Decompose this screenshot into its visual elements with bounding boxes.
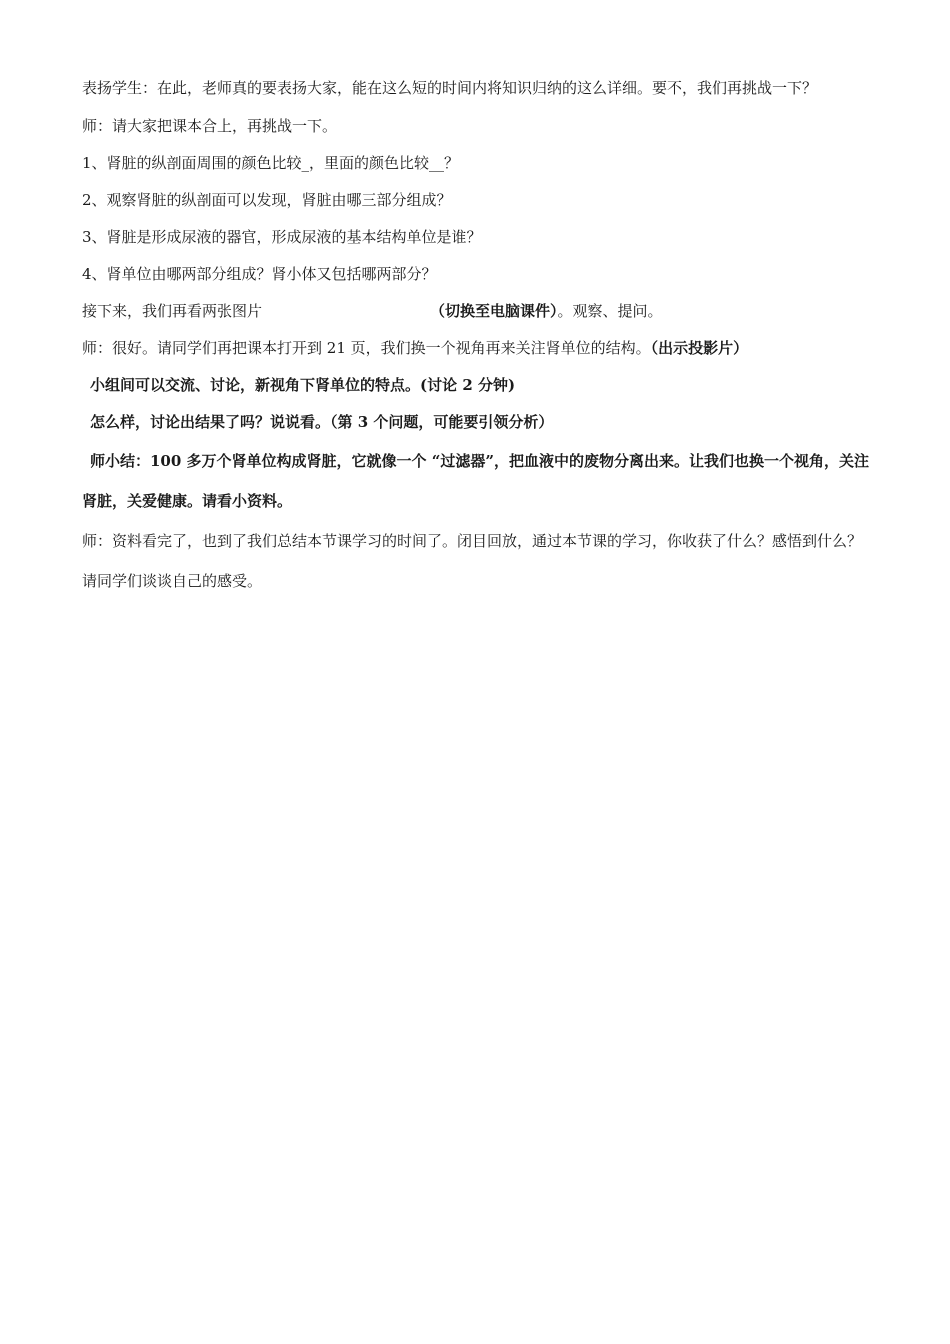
question-3: 3、肾脏是形成尿液的器官，形成尿液的基本结构单位是谁？ bbox=[82, 228, 482, 246]
question-2: 2、观察肾脏的纵剖面可以发现，肾脏由哪三部分组成？ bbox=[82, 191, 452, 209]
paragraph-praise: 表扬学生：在此，老师真的要表扬大家，能在这么短的时间内将知识归纳的这么详细。要不，我们再挑战一下？ bbox=[82, 79, 818, 97]
next-pictures-text: 接下来，我们再看两张图片 bbox=[82, 302, 263, 320]
question-1: 1、肾脏的纵剖面周围的颜色比较_，里面的颜色比较__？ bbox=[82, 154, 460, 172]
paragraph-next-pictures bbox=[82, 293, 872, 330]
paragraph-discussion-result: 怎么样，讨论出结果了吗？说说看。（第 3 个问题，可能要引领分析） bbox=[90, 413, 554, 431]
paragraph-conclusion: 师：资料看完了，也到了我们总结本节课学习的时间了。闭目回放，通过本节课的学习，你收获了什么？感悟到什么？请同学们谈谈自己的感受。 bbox=[82, 532, 863, 590]
paragraph-group-discussion: 小组间可以交流、讨论，新视角下肾单位的特点。(讨论 2 分钟) bbox=[90, 376, 516, 394]
document-body bbox=[82, 68, 872, 601]
paragraph-open-textbook bbox=[82, 330, 872, 367]
show-slide-note: （出示投影片） bbox=[650, 339, 749, 357]
question-4: 4、肾单位由哪两部分组成？肾小体又包括哪两部分？ bbox=[82, 265, 437, 283]
paragraph-teacher-challenge: 师：请大家把课本合上，再挑战一下。 bbox=[82, 117, 338, 135]
switch-courseware-note: （切换至电脑课件） bbox=[430, 302, 558, 320]
observe-ask-text: 。观察、提问。 bbox=[557, 302, 663, 320]
summary-text: 师小结：100 多万个肾单位构成肾脏，它就像一个 “过滤器”，把血液中的废物分离出来。让我们也换一个视角，关注肾脏，关爱健康。请看小资料。 bbox=[82, 452, 870, 510]
paragraph-teacher-summary bbox=[82, 441, 872, 521]
open-textbook-text: 师：很好。请同学们再把课本打开到 21 页，我们换一个视角再来关注肾单位的结构。 bbox=[82, 339, 651, 357]
